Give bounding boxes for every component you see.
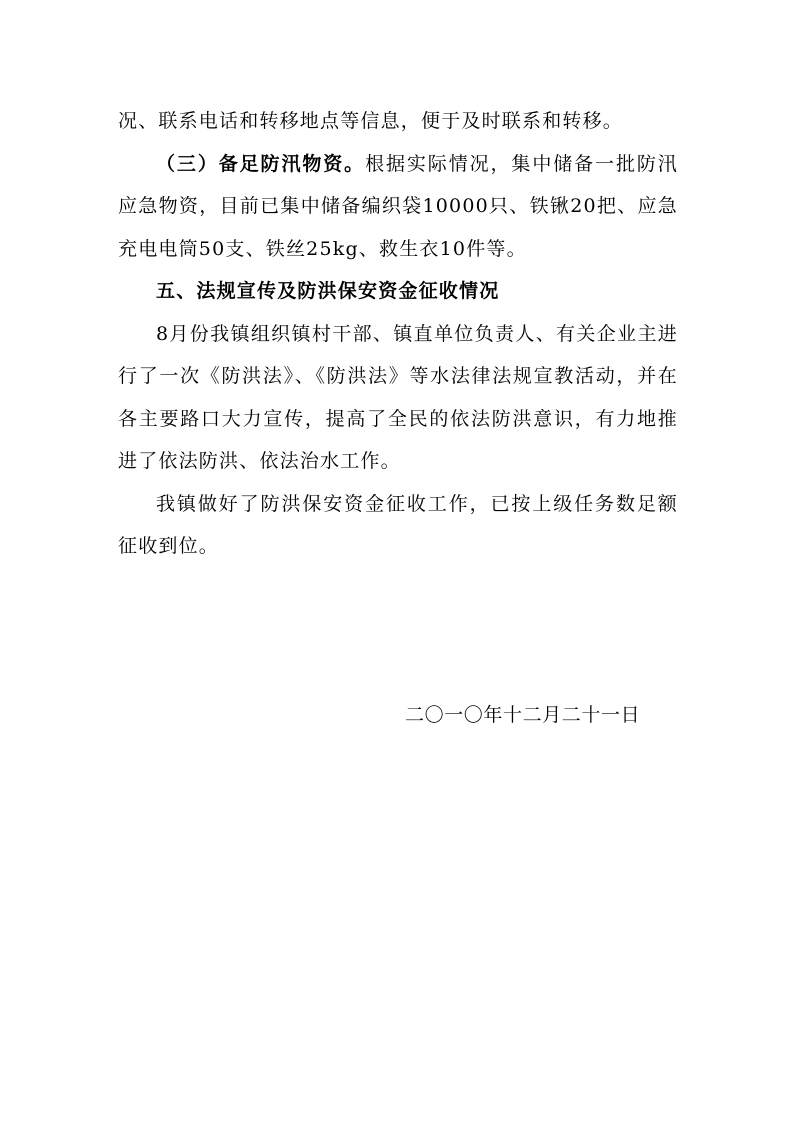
paragraph-law-publicity: 8月份我镇组织镇村干部、镇直单位负责人、有关企业主进行了一次《防洪法》、《防洪法》等水法律法规宣教活动，并在各主要路口大力宣传，提高了全民的依法防洪意识，有力地推进了依法防洪、依法治水工作。 bbox=[118, 322, 678, 472]
document-date: 二〇一〇年十二月二十一日 bbox=[405, 704, 641, 726]
paragraph-contact-info: 况、联系电话和转移地点等信息，便于及时联系和转移。 bbox=[118, 110, 624, 132]
document-body bbox=[118, 100, 678, 568]
subsection-heading-supplies: （三）备足防汛物资。 bbox=[156, 152, 366, 175]
paragraph-fund-collection: 我镇做好了防洪保安资金征收工作，已按上级任务数足额征收到位。 bbox=[118, 492, 678, 557]
paragraph-flood-supplies bbox=[118, 143, 678, 271]
section-heading-five: 五、法规宣传及防洪保安资金征收情况 bbox=[156, 280, 500, 302]
paragraph-flood-supplies-body: 根据实际情况，集中储备一批防汛应急物资，目前已集中储备编织袋10000只、铁锹20把、应急充电电筒50支、铁丝25kg、救生衣10件等。 bbox=[118, 152, 678, 260]
